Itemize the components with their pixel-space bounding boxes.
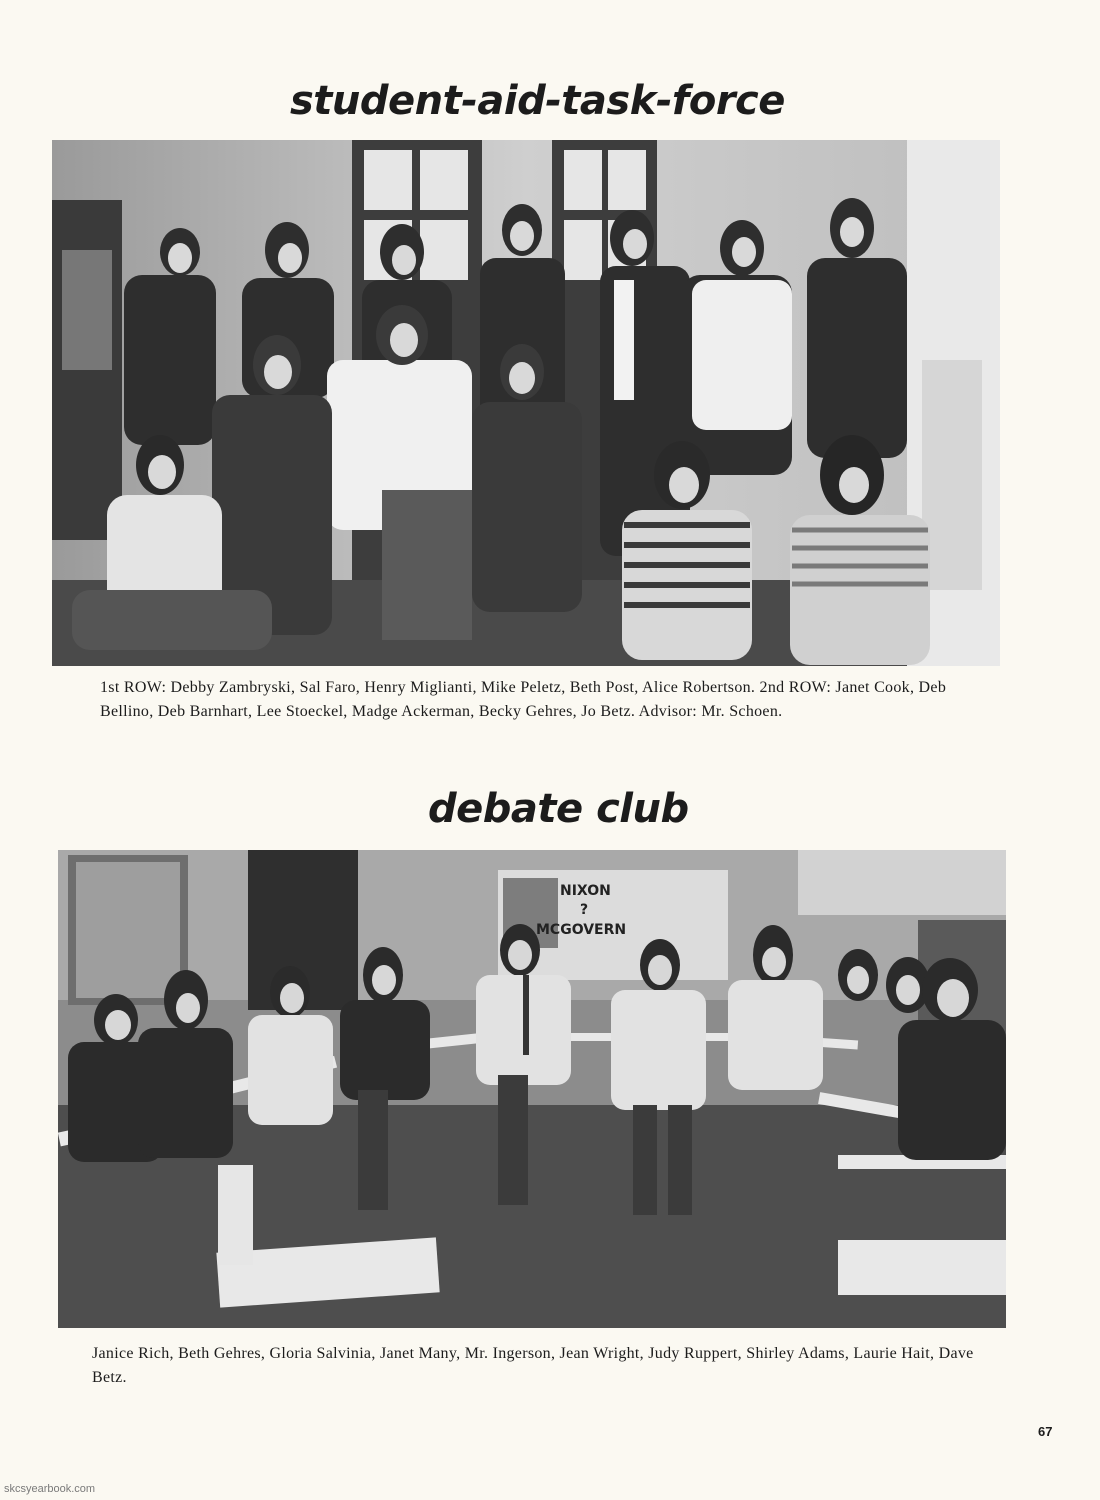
board-text-nixon: NIXON	[560, 883, 611, 899]
group-photo-student-aid-task-force	[52, 140, 1000, 666]
caption-student-aid-task-force: 1st ROW: Debby Zambryski, Sal Faro, Henry Miglianti, Mike Peletz, Beth Post, Alice Robertson. 2nd ROW: Janet Cook, Deb Bellino, Deb Barnhart, Lee Stoeckel, Madge Ackerman, Becky Gehres, Jo Betz. Advisor: Mr. Schoen.	[100, 679, 947, 720]
section-title-student-aid-task-force: student-aid-task-force	[290, 78, 785, 124]
caption-debate-club: Janice Rich, Beth Gehres, Gloria Salvinia, Janet Many, Mr. Ingerson, Jean Wright, Judy Ruppert, Shirley Adams, Laurie Hait, Dave Betz.	[92, 1345, 974, 1386]
board-text-question: ?	[580, 902, 589, 918]
section-title-debate-club: debate club	[428, 786, 689, 832]
watermark: skcsyearbook.com	[4, 1483, 96, 1495]
board-text-mcgovern: MCGOVERN	[536, 922, 627, 938]
page-number: 67	[1038, 1424, 1053, 1439]
group-photo-debate-club	[58, 850, 1006, 1328]
